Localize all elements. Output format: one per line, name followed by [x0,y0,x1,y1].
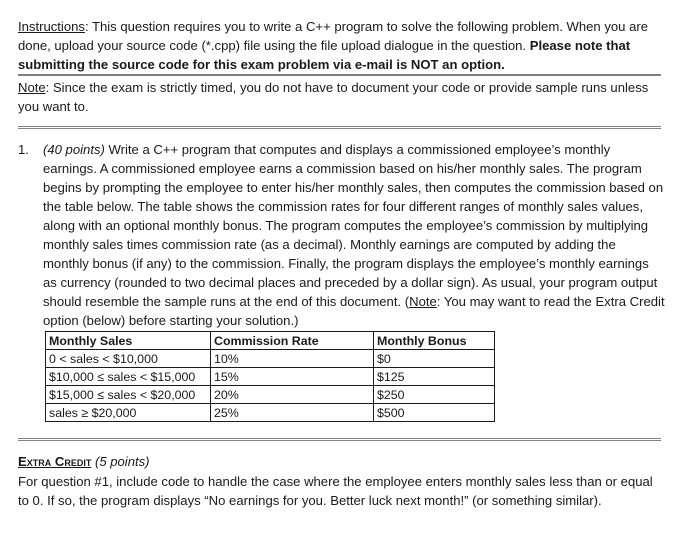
extra-credit-text: For question #1, include code to handle the case where the employee enters monthly sales less than or equal to 0. If so, the program displays “No earnings for you. Better luck next month!” (or something similar). [18,474,653,508]
extra-credit-paragraph [18,472,663,510]
question-note-text: : You may want to read the Extra Credit option (below) before starting your solution.) [43,294,665,328]
table-cell: $10,000 ≤ sales < $15,000 [46,368,211,386]
table-cell: $500 [374,404,495,422]
table-cell: $125 [374,368,495,386]
instructions-text: : This question requires you to write a C++ program to solve the following problem. When you are done, upload your source code (*.cpp) file using the file upload dialogue in the question. [18,19,649,53]
instructions-label: Instructions [18,19,85,34]
table-header: Monthly Bonus [374,332,495,350]
extra-credit-heading [18,452,666,471]
extra-credit-points: (5 points) [91,454,150,469]
question-points: (40 points) [43,142,105,157]
divider-rule [18,74,661,76]
table-cell: 0 < sales < $10,000 [46,350,211,368]
question-text [43,140,665,330]
table-row [46,368,495,386]
question-note-open: ( [404,294,410,309]
table-cell: sales ≥ $20,000 [46,404,211,422]
table-cell: 10% [211,350,374,368]
question-body: Write a C++ program that computes and displays a commissioned employee’s monthly earnings. A commissioned employee earns a commission based on his/her monthly sales. The program begins by prompting the employee to enter his/her monthly sales, then computes the commission based on the table below. The table shows the commission rates for four different ranges of monthly sales values, along with an optional monthly bonus. The program computes the employee’s commission by multiplying monthly sales times commission rate (as a decimal). Monthly earnings are computed by adding the monthly bonus (if any) to the commission. Finally, the program displays the employee’s monthly earnings as currency (rounded to two decimal places and preceded by a dollar sign). As usual, your program output should resemble the sample runs at the end of this document. [43,142,664,309]
table-cell: 20% [211,386,374,404]
table-row [46,350,495,368]
table-cell: 25% [211,404,374,422]
table-header: Commission Rate [211,332,374,350]
note-paragraph [18,78,666,116]
table-cell: 15% [211,368,374,386]
question-note-label: Note [409,294,437,309]
commission-table [45,331,495,422]
section-divider [18,438,661,441]
instructions-bold-note: Please note that submitting the source code for this exam problem via e-mail is NOT an option. [18,38,631,72]
table-header: Monthly Sales [46,332,211,350]
note-text: : Since the exam is strictly timed, you do not have to document your code or provide sample runs unless you want to. [18,80,649,114]
table-row [46,386,495,404]
table-header-row [46,332,495,350]
extra-credit-title: Extra Credit [18,454,92,469]
question-number: 1. [18,142,29,157]
note-label: Note [18,80,46,95]
table-cell: $15,000 ≤ sales < $20,000 [46,386,211,404]
section-divider [18,126,661,129]
table-cell: $250 [374,386,495,404]
table-row [46,404,495,422]
table-cell: $0 [374,350,495,368]
instructions-paragraph [18,17,666,74]
